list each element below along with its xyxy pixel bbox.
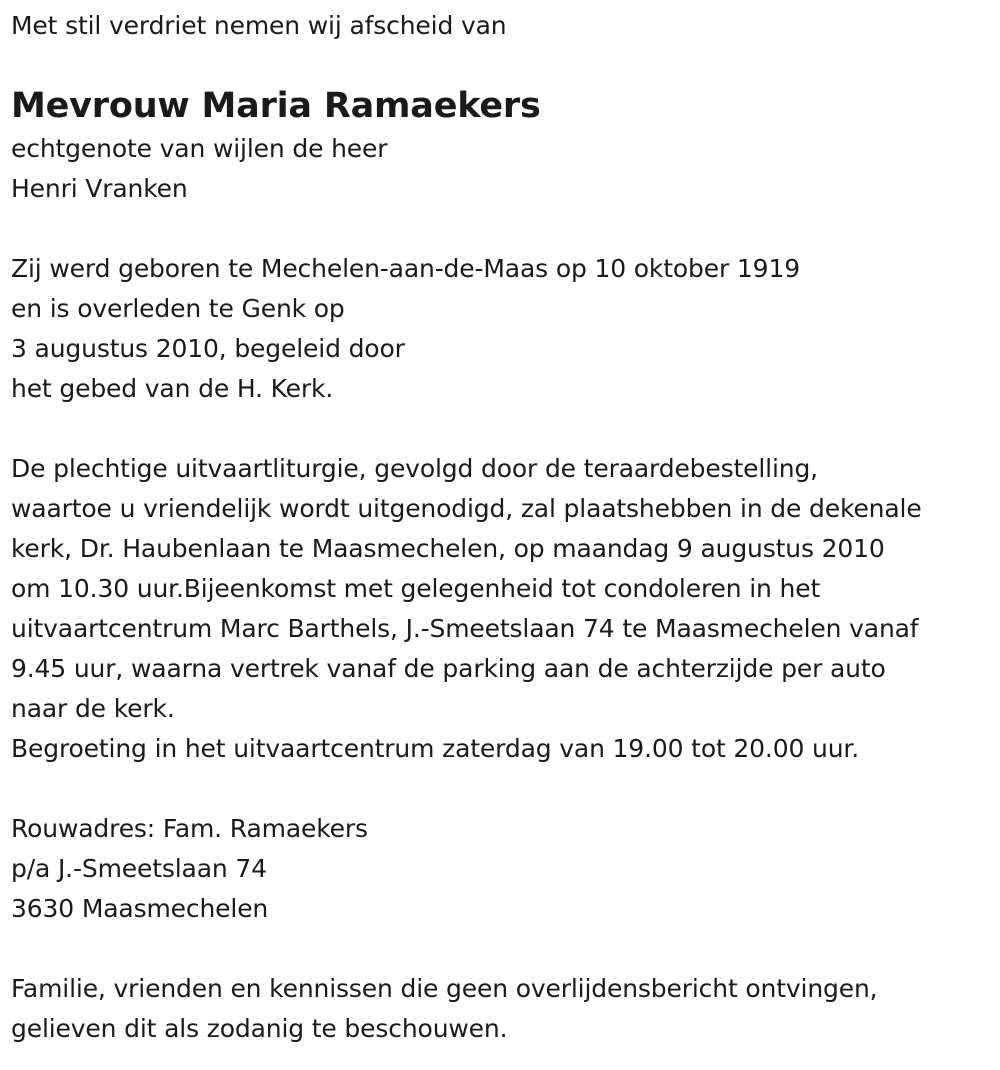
address-line: p/a J.-Smeetslaan 74: [11, 854, 267, 883]
address-line: Rouwadres: Fam. Ramaekers: [11, 814, 368, 843]
birth-death-line: het gebed van de H. Kerk.: [11, 374, 334, 403]
spouse-block: [11, 129, 996, 209]
birth-death-line: 3 augustus 2010, begeleid door: [11, 334, 405, 363]
spouse-line: Henri Vranken: [11, 174, 188, 203]
birth-death-block: [11, 249, 996, 409]
address-block: [11, 809, 996, 929]
closing-block: [11, 969, 996, 1049]
birth-death-line: Zij werd geboren te Mechelen-aan-de-Maas op 10 oktober 1919: [11, 254, 800, 283]
closing-line: gelieven dit als zodanig te beschouwen.: [11, 1014, 508, 1043]
address-line: 3630 Maasmechelen: [11, 894, 269, 923]
death-notice: [11, 0, 996, 1049]
funeral-line: kerk, Dr. Haubenlaan te Maasmechelen, op maandag 9 augustus 2010: [11, 534, 885, 563]
funeral-line: om 10.30 uur.Bijeenkomst met gelegenheid tot condoleren in het: [11, 574, 821, 603]
funeral-line: De plechtige uitvaartliturgie, gevolgd door de teraardebestelling,: [11, 454, 818, 483]
deceased-name: Mevrouw Maria Ramaekers: [11, 86, 541, 126]
funeral-line: waartoe u vriendelijk wordt uitgenodigd, zal plaatshebben in de dekenale: [11, 494, 922, 523]
closing-line: Familie, vrienden en kennissen die geen overlijdensbericht ontvingen,: [11, 974, 878, 1003]
spouse-line: echtgenote van wijlen de heer: [11, 134, 388, 163]
funeral-line: uitvaartcentrum Marc Barthels, J.-Smeetslaan 74 te Maasmechelen vanaf: [11, 614, 919, 643]
funeral-line: 9.45 uur, waarna vertrek vanaf de parking aan de achterzijde per auto: [11, 654, 886, 683]
funeral-block: [11, 449, 996, 769]
funeral-line: Begroeting in het uitvaartcentrum zaterdag van 19.00 tot 20.00 uur.: [11, 734, 860, 763]
funeral-line: naar de kerk.: [11, 694, 175, 723]
intro-text: Met stil verdriet nemen wij afscheid van: [11, 11, 507, 40]
birth-death-line: en is overleden te Genk op: [11, 294, 345, 323]
